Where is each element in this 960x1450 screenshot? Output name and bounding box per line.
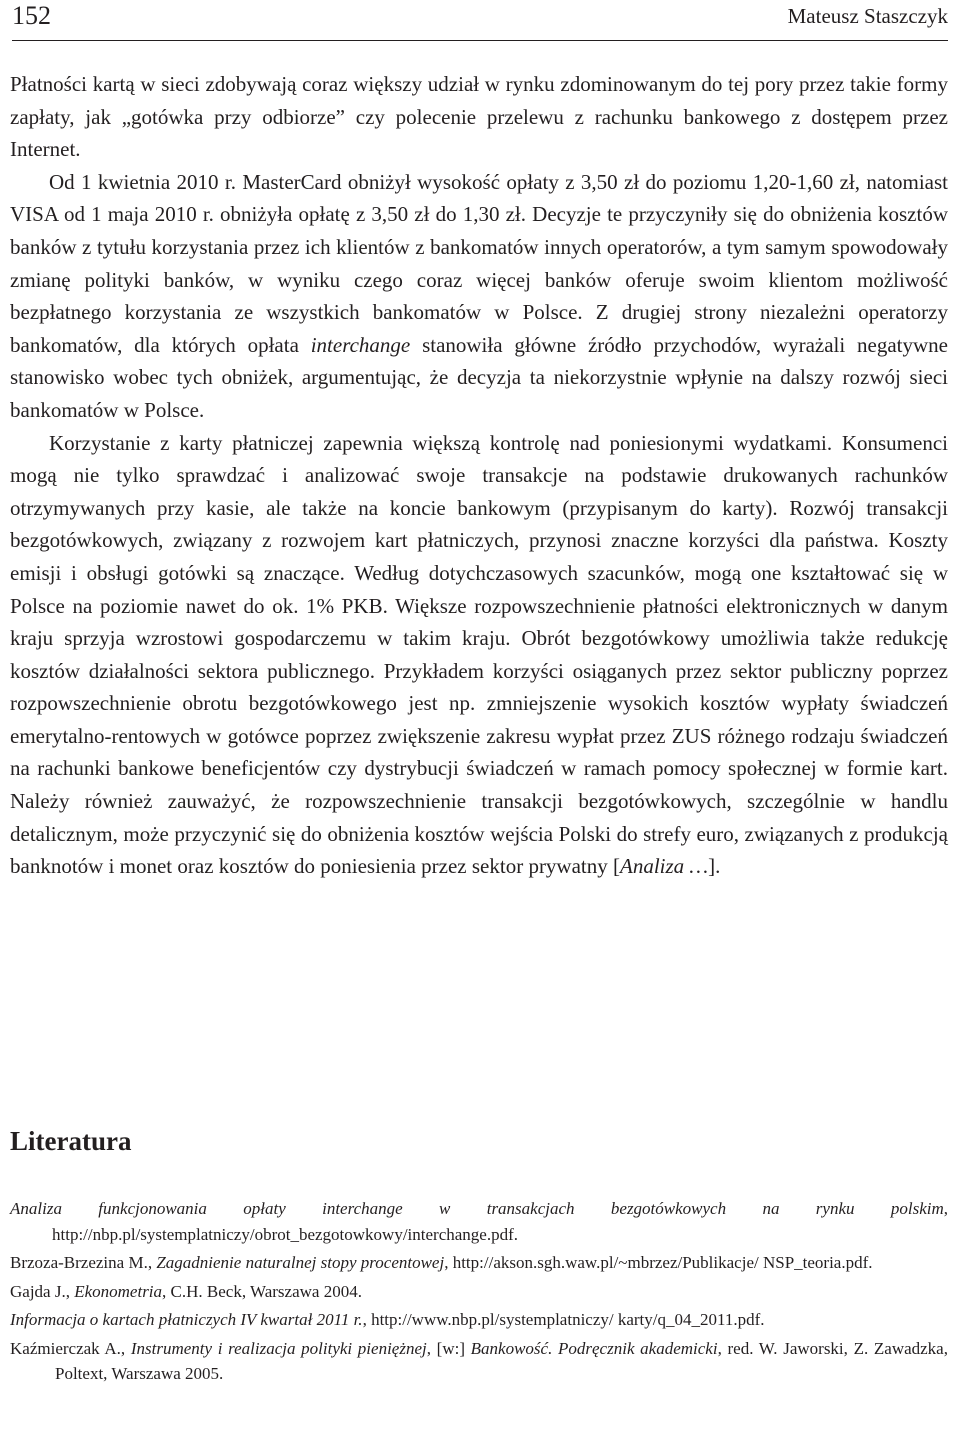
reference-item (10, 1336, 948, 1387)
citation-analiza: Analiza … (620, 854, 709, 879)
reference-author: Kaźmierczak A., (10, 1338, 131, 1358)
reference-details: , http://www.nbp.pl/systemplatniczy/ karty/q_04_2011.pdf. (362, 1310, 765, 1329)
reference-item (10, 1307, 948, 1333)
reference-title: Analiza funkcjonowania opłaty interchange w transakcjach bezgotówkowych na rynku polskim (10, 1199, 944, 1218)
reference-title: Zagadnienie naturalnej stopy procentowej (156, 1253, 445, 1272)
paragraph-2-end: ]. (708, 854, 721, 879)
term-interchange: interchange (310, 332, 411, 357)
reference-book-title: Bankowość. Podręcznik akademicki (470, 1338, 718, 1358)
reference-title: Ekonometria (74, 1281, 163, 1301)
paragraph-2 (10, 427, 948, 883)
reference-title: Informacja o kartach płatniczych IV kwartał 2011 r. (10, 1310, 363, 1329)
section-heading-literatura: Literatura (10, 1126, 132, 1156)
reference-details: , red. W. Jaworski, Z. Zawadzka, Poltext, Warszawa 2005. (55, 1338, 948, 1383)
paragraph-1 (10, 68, 948, 427)
reference-title: Instrumenty i realizacja polityki pieniężnej (130, 1338, 427, 1358)
reference-connector: , [w:] (426, 1338, 471, 1358)
reference-details: , http://akson.sgh.waw.pl/~mbrzez/Publikacje/ NSP_teoria.pdf. (444, 1253, 873, 1272)
running-header-author: Mateusz Staszczyk (787, 4, 948, 28)
reference-list (10, 1196, 948, 1390)
reference-item (10, 1250, 948, 1276)
page-header (12, 0, 948, 41)
reference-details: , http://nbp.pl/systemplatniczy/obrot_bezgotowkowy/interchange.pdf. (52, 1199, 948, 1244)
paragraph-1-tail: stanowiła główne źródło przychodów, wyrażali negatywne stanowisko wobec tych obniżek, argumentując, że decyzja ta niekorzystnie wpłynie na dalszy rozwój sieci bankomatów w Polsce. (10, 332, 948, 422)
reference-details: , C.H. Beck, Warszawa 2004. (162, 1281, 362, 1301)
body-text (10, 68, 948, 883)
reference-item (10, 1196, 948, 1247)
reference-author: Brzoza-Brzezina M., (10, 1253, 157, 1272)
paragraph-1-main: Od 1 kwietnia 2010 r. MasterCard obniżył wysokość opłaty z 3,50 zł do poziomu 1,20-1,60 zł, natomiast VISA od 1 maja 2010 r. obniżyła opłatę z 3,50 zł do 1,30 zł. Decyzje te przyczyniły się do obniżenia kosztów banków z tytułu korzystania przez ich klientów z bankomatów innych operatorów, a tym samym spowodowały zmianę polityki banków, w wyniku czego coraz więcej banków oferuje swoim klientom możliwość bezpłatnego korzystania ze wszystkich bankomatów w Polsce. Z drugiej strony niezależni operatorzy bankomatów, dla których opłata (10, 169, 948, 357)
reference-author: Gajda J., (10, 1281, 75, 1301)
reference-item (10, 1279, 948, 1305)
paragraph-1-intro: Płatności kartą w sieci zdobywają coraz większy udział w rynku zdominowanym do tej pory przez takie formy zapłaty, jak „gotówka przy odbiorze” czy polecenie przelewu z rachunku bankowego z dostępem przez Internet. (10, 72, 948, 162)
page-number: 152 (12, 1, 51, 30)
paragraph-2-text: Korzystanie z karty płatniczej zapewnia większą kontrolę nad poniesionymi wydatkami. Konsumenci mogą nie tylko sprawdzać i analizować swoje transakcje na podstawie drukowanych rachunków otrzymywanych przy kasie, ale także na koncie bankowym (przypisanym do karty). Rozwój transakcji bezgotówkowych, związany z rozwojem kart płatniczych, przynosi znaczne korzyści dla państwa. Koszty emisji i obsługi gotówki są znaczące. Według dotychczasowych szacunków, mogą one kształtować się w Polsce na poziomie nawet do ok. 1% PKB. Większe rozpowszechnienie płatności elektronicznych w danym kraju sprzyja wzrostowi gospodarczemu w takim kraju. Obrót bezgotówkowy umożliwia także redukcję kosztów działalności sektora publicznego. Przykładem korzyści osiąganych przez sektor publiczny poprzez rozpowszechnienie obrotu bezgotówkowego jest np. zmniejszenie wysokich kosztów wypłaty świadczeń emerytalno-rentowych w gotówce poprzez zwiększenie zakresu wypłat przez ZUS różnego rodzaju świadczeń na rachunki bankowe beneficjentów czy dystrybucji świadczeń w ramach pomocy społecznej w formie kart. Należy również zauważyć, że rozpowszechnienie transakcji bezgotówkowych, szczególnie w handlu detalicznym, może przyczynić się do obniżenia kosztów wejścia Polski do strefy euro, związanych z produkcją banknotów i monet oraz kosztów do poniesienia przez sektor prywatny [ (10, 430, 948, 879)
